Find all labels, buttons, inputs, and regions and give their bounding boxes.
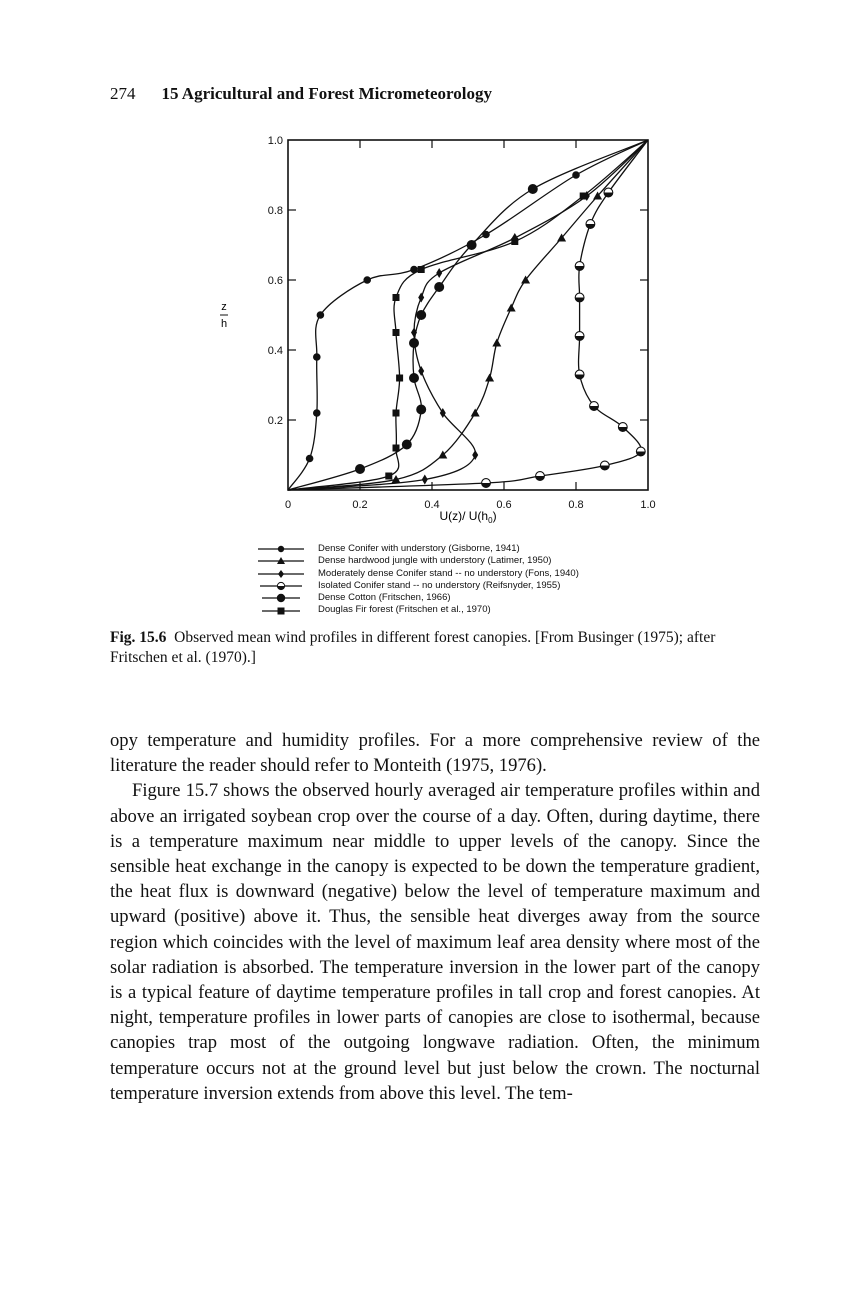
series <box>288 140 648 490</box>
y-tick-label: 0.8 <box>267 205 283 217</box>
legend-item <box>256 555 579 567</box>
x-tick-label: 0.2 <box>352 499 368 511</box>
axis-ticks <box>268 135 656 511</box>
running-head <box>110 84 492 104</box>
data-point <box>467 240 477 250</box>
legend-item <box>256 604 579 616</box>
data-point <box>416 310 426 320</box>
data-point <box>636 447 645 456</box>
legend-label: Douglas Fir forest (Fritschen et al., 1970) <box>318 604 491 616</box>
chapter-title: 15 Agricultural and Forest Micrometeorology <box>161 84 492 103</box>
data-point <box>580 193 587 200</box>
x-tick-label: 0.6 <box>496 499 512 511</box>
y-tick-label: 0.4 <box>267 345 283 357</box>
data-point <box>572 171 580 179</box>
data-point <box>418 366 424 376</box>
legend-triangle-marker <box>256 555 306 567</box>
legend-square-marker <box>256 605 306 617</box>
x-tick-label: 1.0 <box>640 499 656 511</box>
data-point <box>363 276 371 284</box>
legend-label: Isolated Conifer stand -- no understory (Reifsnyder, 1955) <box>318 579 561 591</box>
data-point <box>485 374 494 382</box>
body-paragraph: Figure 15.7 shows the observed hourly averaged air temperature profiles within and above an irrigated soybean crop over the course of a day. Often, during daytime, there is a temperature maximum near middle to upper levels of the canopy. Since the sensible heat exchange in the canopy is expected to be down the temperature gradient, the heat flux is downward (negative) below the level of temperature maximum and upward (positive) above it. Thus, the sensible heat diverges away from the source region which coincides with the level of maximum leaf area density where most of the solar radiation is absorbed. The temperature inversion in the lower part of the canopy is a typical feature of daytime temperature profiles in tall crop and forest canopies. At night, temperature profiles in lower parts of canopies are close to isothermal, because canopies trap most of the outgoing longwave radiation. Often, the minimum temperature occurs not at the ground level but just below the crown. The nocturnal temperature inversion extends from above this level. The tem- <box>110 780 760 1104</box>
data-point <box>355 464 365 474</box>
legend-large-circle-marker <box>256 592 306 604</box>
series <box>288 140 648 490</box>
legend-item <box>256 568 579 580</box>
figure-caption <box>110 628 760 668</box>
data-point <box>492 339 501 347</box>
data-point <box>575 262 584 271</box>
data-point <box>604 188 613 197</box>
y-axis-label-h: h <box>220 318 228 330</box>
data-point <box>536 472 545 481</box>
data-point <box>575 332 584 341</box>
x-tick-label: 0.8 <box>568 499 584 511</box>
data-point <box>385 473 392 480</box>
series-line <box>288 140 648 490</box>
data-point <box>409 338 419 348</box>
data-point <box>313 409 321 417</box>
legend-circle-marker <box>256 543 306 555</box>
caption-text: Observed mean wind profiles in different forest canopies. [From Businger (1975); after Fritschen et al. (1970).] <box>110 629 716 666</box>
data-point <box>306 455 314 463</box>
legend-item <box>256 580 579 592</box>
figure-label: Fig. 15.6 <box>110 629 167 646</box>
series-curves <box>288 140 648 490</box>
chart-legend <box>256 543 579 617</box>
data-point <box>313 353 321 361</box>
data-point <box>396 375 403 382</box>
data-point <box>393 329 400 336</box>
series <box>288 140 648 490</box>
data-point <box>434 282 444 292</box>
data-point <box>416 405 426 415</box>
legend-label: Dense hardwood jungle with understory (Latimer, 1950) <box>318 555 552 567</box>
wind-profile-chart <box>220 128 660 538</box>
plot-frame <box>288 140 648 490</box>
data-point <box>409 373 419 383</box>
legend-diamond-marker <box>256 568 306 580</box>
x-axis-label: U(z)/ $U(h_0)$ <box>439 509 497 525</box>
x-tick-label: 0 <box>284 499 292 511</box>
y-tick-label: 0.2 <box>267 415 283 427</box>
legend-item <box>256 543 579 555</box>
data-point <box>507 304 516 312</box>
data-point <box>402 440 412 450</box>
series <box>288 140 648 490</box>
data-point <box>418 266 425 273</box>
data-point <box>511 238 518 245</box>
y-tick-label: 0.6 <box>267 275 283 287</box>
series-line <box>288 140 648 490</box>
page-number: 274 <box>110 84 136 103</box>
series-line <box>288 140 648 490</box>
data-point <box>618 423 627 432</box>
data-point <box>586 220 595 229</box>
legend-half-circle-marker <box>256 580 306 592</box>
data-point <box>471 409 480 417</box>
y-tick-label: 1.0 <box>267 135 283 147</box>
data-point <box>418 293 424 303</box>
series-line <box>288 140 648 490</box>
data-point <box>482 479 491 488</box>
series-line <box>288 140 648 490</box>
data-point <box>436 268 442 278</box>
data-point <box>317 311 325 319</box>
series <box>288 140 648 490</box>
data-point <box>575 293 584 302</box>
legend-item <box>256 592 579 604</box>
legend-label: Dense Conifer with understory (Gisborne, 1941) <box>318 543 520 554</box>
body-paragraph: opy temperature and humidity profiles. For a more comprehensive review of the literature the reader should refer to Monteith (1975, 1976). <box>110 730 760 777</box>
data-point <box>393 294 400 301</box>
data-point <box>590 402 599 411</box>
series-line <box>288 140 648 490</box>
x-tick-label: 0.4 <box>424 499 440 511</box>
data-point <box>575 370 584 379</box>
body-text <box>110 728 760 1106</box>
data-point <box>393 445 400 452</box>
data-point <box>600 461 609 470</box>
legend-label: Moderately dense Conifer stand -- no understory (Fons, 1940) <box>318 567 579 579</box>
series <box>288 140 648 490</box>
data-point <box>393 410 400 417</box>
y-axis-label-z: z <box>221 301 227 313</box>
legend-label: Dense Cotton (Fritschen, 1966) <box>318 592 451 604</box>
data-point <box>528 184 538 194</box>
data-point <box>422 475 428 485</box>
